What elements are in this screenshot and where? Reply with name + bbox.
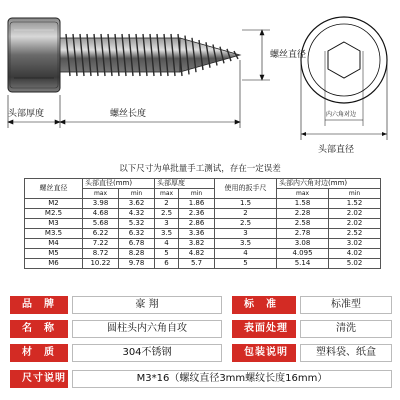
- spec-row: [25, 209, 381, 219]
- screw-diagram: [0, 0, 400, 160]
- sub-max: max: [155, 189, 179, 199]
- spec-cell-ht-min: 2.36: [179, 209, 215, 219]
- spec-cell-hx-min: 4.02: [329, 249, 381, 259]
- spec-row: [25, 219, 381, 229]
- spec-cell-size: M2: [25, 199, 83, 209]
- spec-cell-ht-max: 5: [155, 249, 179, 259]
- spec-cell-hd-max: 10.22: [83, 259, 119, 269]
- spec-cell-wrench: 3: [215, 229, 277, 239]
- surface-value: 清洗: [300, 320, 392, 338]
- spec-cell-hx-min: 5.02: [329, 259, 381, 269]
- spec-row: [25, 229, 381, 239]
- spec-cell-hx-max: 4.095: [277, 249, 329, 259]
- spec-row: [25, 249, 381, 259]
- spec-cell-hx-min: 1.52: [329, 199, 381, 209]
- col-hex-across: 头部内六角对边(mm): [277, 179, 381, 189]
- spec-cell-hd-min: 5.32: [119, 219, 155, 229]
- spec-cell-ht-max: 2.5: [155, 209, 179, 219]
- info-row-material: [10, 344, 392, 362]
- packing-value: 塑料袋、纸盒: [300, 344, 392, 362]
- spec-cell-ht-min: 3.36: [179, 229, 215, 239]
- spec-cell-hx-max: 1.58: [277, 199, 329, 209]
- col-thread-diameter: 螺丝直径: [25, 179, 83, 199]
- spec-cell-hd-min: 4.32: [119, 209, 155, 219]
- name-value: 圆柱头内六角自攻: [72, 320, 222, 338]
- name-label: 名 称: [10, 320, 68, 338]
- size-label: 尺寸说明: [10, 370, 68, 388]
- spec-cell-hd-max: 3.98: [83, 199, 119, 209]
- spec-cell-size: M4: [25, 239, 83, 249]
- spec-cell-size: M2.5: [25, 209, 83, 219]
- spec-cell-ht-min: 3.82: [179, 239, 215, 249]
- spec-cell-wrench: 5: [215, 259, 277, 269]
- info-row-brand: [10, 296, 392, 314]
- spec-cell-hd-min: 9.78: [119, 259, 155, 269]
- spec-cell-hd-max: 4.68: [83, 209, 119, 219]
- spec-cell-hx-min: 3.02: [329, 239, 381, 249]
- spec-cell-hx-max: 5.14: [277, 259, 329, 269]
- spec-cell-hd-max: 7.22: [83, 239, 119, 249]
- spec-cell-hd-min: 8.28: [119, 249, 155, 259]
- col-head-thickness: 头部厚度: [155, 179, 215, 189]
- sub-min: min: [179, 189, 215, 199]
- spec-header-row: [25, 179, 381, 189]
- spec-cell-ht-max: 6: [155, 259, 179, 269]
- info-row-name: [10, 320, 392, 338]
- hex-across-label: 内六角对边: [326, 111, 357, 118]
- info-row-size: [10, 370, 392, 388]
- spec-cell-size: M6: [25, 259, 83, 269]
- measurement-note: 以下尺寸为单批量手工测试，存在一定误差: [119, 164, 281, 174]
- spec-cell-wrench: 3.5: [215, 239, 277, 249]
- head-thickness-label: 头部厚度: [8, 109, 45, 119]
- spec-cell-wrench: 2.5: [215, 219, 277, 229]
- spec-cell-ht-max: 4: [155, 239, 179, 249]
- spec-cell-hd-min: 3.62: [119, 199, 155, 209]
- size-value: M3*16（螺纹直径3mm螺纹长度16mm）: [72, 370, 392, 388]
- spec-cell-hx-min: 2.52: [329, 229, 381, 239]
- head-diameter-label: 头部直径: [318, 145, 355, 155]
- material-value: 304不锈钢: [72, 344, 222, 362]
- thread-length-label: 螺丝长度: [110, 109, 147, 119]
- thread-diameter-label: 螺丝直径: [270, 50, 307, 60]
- col-head-diameter: 头部直径(mm): [83, 179, 155, 189]
- surface-label: 表面处理: [232, 320, 296, 338]
- sub-max: max: [83, 189, 119, 199]
- spec-cell-hx-max: 2.78: [277, 229, 329, 239]
- sub-min: min: [119, 189, 155, 199]
- screw-shaft: [60, 38, 240, 72]
- spec-cell-ht-max: 3: [155, 219, 179, 229]
- spec-cell-hd-min: 6.32: [119, 229, 155, 239]
- spec-table: [24, 178, 381, 269]
- head-end-view: [301, 17, 387, 140]
- screw-head: [8, 18, 60, 92]
- brand-label: 品 牌: [10, 296, 68, 314]
- spec-cell-hx-max: 2.28: [277, 209, 329, 219]
- spec-cell-hd-max: 5.68: [83, 219, 119, 229]
- spec-cell-hd-max: 8.72: [83, 249, 119, 259]
- spec-cell-size: M5: [25, 249, 83, 259]
- spec-cell-ht-min: 2.86: [179, 219, 215, 229]
- spec-cell-ht-max: 3.5: [155, 229, 179, 239]
- spec-row: [25, 239, 381, 249]
- spec-cell-wrench: 2: [215, 209, 277, 219]
- sub-max: max: [277, 189, 329, 199]
- spec-cell-hx-max: 2.58: [277, 219, 329, 229]
- spec-cell-hd-max: 6.22: [83, 229, 119, 239]
- thread-diameter-dim: [242, 30, 270, 80]
- spec-cell-ht-min: 5.7: [179, 259, 215, 269]
- spec-cell-hx-min: 2.02: [329, 219, 381, 229]
- spec-cell-hx-max: 3.08: [277, 239, 329, 249]
- material-label: 材 质: [10, 344, 68, 362]
- standard-value: 标准型: [300, 296, 392, 314]
- sub-min: min: [329, 189, 381, 199]
- spec-cell-wrench: 1.5: [215, 199, 277, 209]
- brand-value: 豪 翔: [72, 296, 222, 314]
- packing-label: 包装说明: [232, 344, 296, 362]
- spec-row: [25, 259, 381, 269]
- col-wrench: 使用的扳手尺: [215, 179, 277, 199]
- spec-cell-hd-min: 6.78: [119, 239, 155, 249]
- standard-label: 标 准: [232, 296, 296, 314]
- spec-cell-size: M3.5: [25, 229, 83, 239]
- spec-cell-size: M3: [25, 219, 83, 229]
- spec-cell-ht-max: 2: [155, 199, 179, 209]
- product-info: [0, 292, 400, 400]
- spec-cell-wrench: 4: [215, 249, 277, 259]
- technical-drawing: [0, 0, 400, 160]
- spec-cell-ht-min: 1.86: [179, 199, 215, 209]
- spec-cell-ht-min: 4.82: [179, 249, 215, 259]
- spec-row: [25, 199, 381, 209]
- spec-cell-hx-min: 2.02: [329, 209, 381, 219]
